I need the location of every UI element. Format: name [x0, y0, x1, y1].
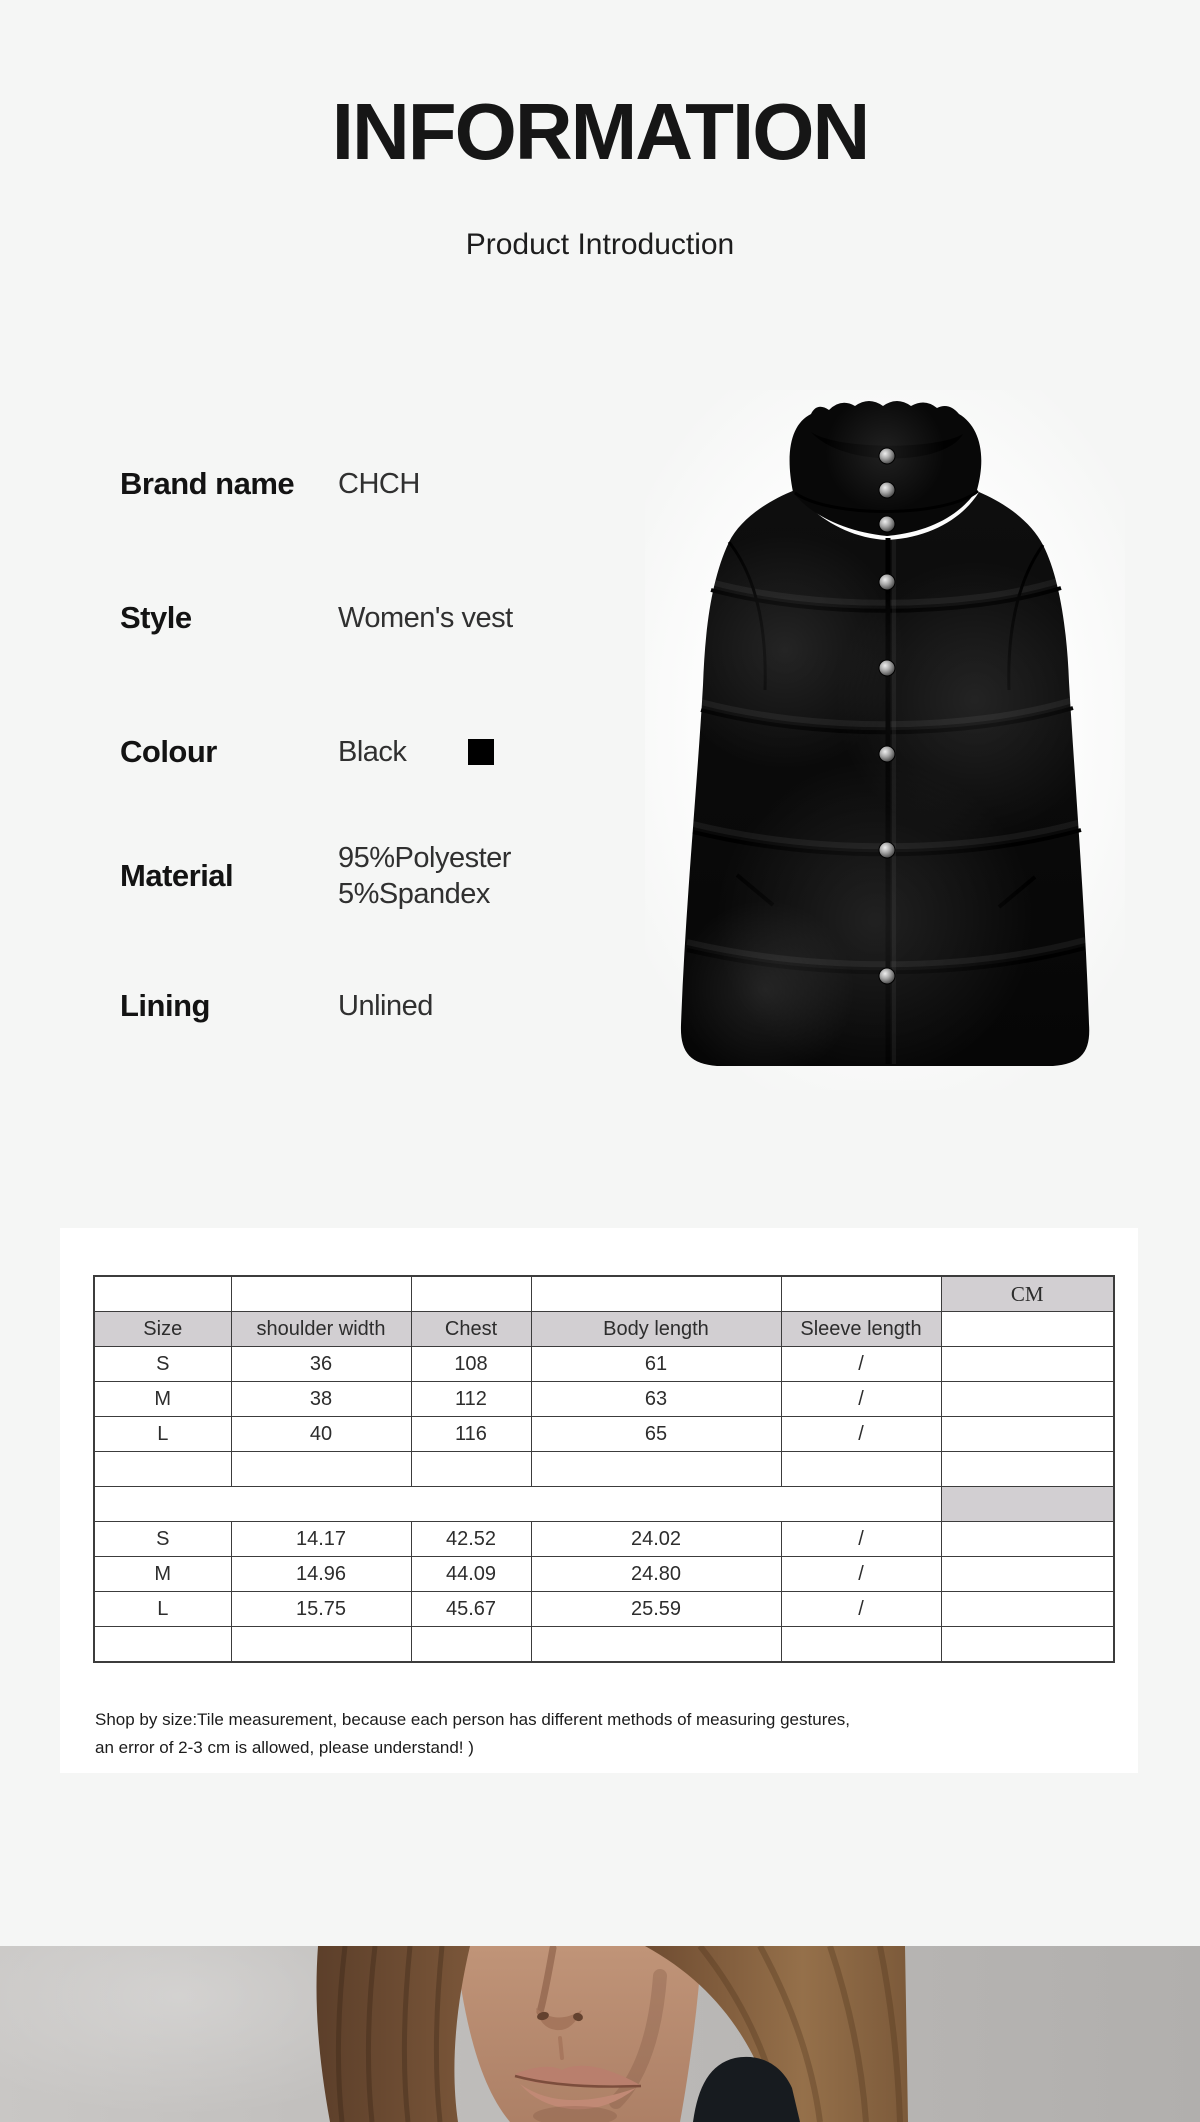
table-cell: 44.09	[411, 1557, 531, 1592]
spec-label: Colour	[120, 734, 217, 769]
table-cell	[941, 1382, 1114, 1417]
table-cell	[94, 1452, 231, 1487]
table-cell	[941, 1452, 1114, 1487]
table-cell: M	[94, 1557, 231, 1592]
table-cell: 61	[531, 1347, 781, 1382]
table-cell	[531, 1276, 781, 1312]
table-cell: Chest	[411, 1312, 531, 1347]
colour-swatch	[468, 739, 494, 765]
table-cell	[231, 1627, 411, 1663]
table-cell: shoulder width	[231, 1312, 411, 1347]
size-note-line-2: an error of 2-3 cm is allowed, please understand! )	[95, 1738, 474, 1758]
inch-size-row	[94, 1557, 1114, 1592]
page-subtitle: Product Introduction	[465, 228, 735, 261]
spec-value	[338, 840, 511, 913]
model-illustration	[0, 1946, 1200, 2122]
size-chart-panel	[60, 1228, 1138, 1773]
spec-value: Unlined	[338, 989, 433, 1022]
table-cell: /	[781, 1592, 941, 1627]
table-cell	[941, 1487, 1114, 1522]
table-cell	[781, 1452, 941, 1487]
empty-row	[94, 1627, 1114, 1663]
empty-row	[94, 1452, 1114, 1487]
header-row	[94, 1312, 1114, 1347]
table-cell: 38	[231, 1382, 411, 1417]
table-cell	[411, 1276, 531, 1312]
spec-row-colour	[120, 734, 494, 770]
table-cell: Size	[94, 1312, 231, 1347]
spec-value: Black	[338, 735, 407, 768]
table-cell	[531, 1452, 781, 1487]
table-cell	[411, 1452, 531, 1487]
table-cell	[941, 1312, 1114, 1347]
inch-divider-row	[94, 1487, 1114, 1522]
table-cell: /	[781, 1347, 941, 1382]
unit-row	[94, 1276, 1114, 1312]
table-cell: 108	[411, 1347, 531, 1382]
table-cell	[94, 1487, 941, 1522]
table-cell	[94, 1627, 231, 1663]
table-cell: 40	[231, 1417, 411, 1452]
spec-row-material	[120, 840, 511, 913]
table-cell	[941, 1557, 1114, 1592]
table-cell: L	[94, 1592, 231, 1627]
material-line-1: 95%Polyester	[338, 842, 511, 874]
spec-label: Style	[120, 600, 192, 635]
table-cell: 14.17	[231, 1522, 411, 1557]
vest-illustration	[645, 390, 1125, 1090]
table-cell: 63	[531, 1382, 781, 1417]
inch-size-row	[94, 1592, 1114, 1627]
cm-size-row	[94, 1347, 1114, 1382]
table-cell: M	[94, 1382, 231, 1417]
spec-label: Lining	[120, 988, 210, 1023]
table-cell: 15.75	[231, 1592, 411, 1627]
table-cell: CM	[941, 1276, 1114, 1312]
cm-size-row	[94, 1417, 1114, 1452]
spec-row-lining	[120, 988, 433, 1024]
table-cell	[941, 1347, 1114, 1382]
table-cell: 36	[231, 1347, 411, 1382]
table-cell: 45.67	[411, 1592, 531, 1627]
table-cell	[781, 1276, 941, 1312]
table-cell	[411, 1627, 531, 1663]
page-title: INFORMATION	[331, 87, 869, 176]
table-cell	[941, 1522, 1114, 1557]
inch-size-row	[94, 1522, 1114, 1557]
spec-label: Material	[120, 858, 234, 894]
table-cell: 14.96	[231, 1557, 411, 1592]
table-cell	[94, 1276, 231, 1312]
size-note-line-1: Shop by size:Tile measurement, because each person has different methods of measuring gestures,	[95, 1710, 851, 1729]
table-cell	[531, 1627, 781, 1663]
spec-label: Brand name	[120, 466, 295, 501]
spec-value: Women's vest	[338, 601, 513, 634]
table-cell: Body length	[531, 1312, 781, 1347]
table-cell: /	[781, 1382, 941, 1417]
product-photo-vest	[645, 390, 1125, 1090]
table-cell: 24.80	[531, 1557, 781, 1592]
spec-row-brand	[120, 466, 420, 502]
table-cell: S	[94, 1522, 231, 1557]
table-cell: 65	[531, 1417, 781, 1452]
table-cell	[781, 1627, 941, 1663]
table-cell: 42.52	[411, 1522, 531, 1557]
table-cell: Sleeve length	[781, 1312, 941, 1347]
cm-size-row	[94, 1382, 1114, 1417]
table-cell	[941, 1592, 1114, 1627]
table-cell: 112	[411, 1382, 531, 1417]
size-chart-table	[93, 1275, 1115, 1663]
spec-row-style	[120, 600, 513, 636]
table-cell	[231, 1452, 411, 1487]
table-cell: 116	[411, 1417, 531, 1452]
table-cell: 25.59	[531, 1592, 781, 1627]
size-note	[95, 1706, 850, 1762]
material-line-2: 5%Spandex	[338, 878, 490, 911]
table-cell	[941, 1417, 1114, 1452]
model-photo	[0, 1946, 1200, 2122]
table-cell	[231, 1276, 411, 1312]
spec-value: CHCH	[338, 467, 420, 500]
table-cell: S	[94, 1347, 231, 1382]
table-cell: /	[781, 1557, 941, 1592]
table-cell: L	[94, 1417, 231, 1452]
table-cell: /	[781, 1522, 941, 1557]
table-cell: /	[781, 1417, 941, 1452]
table-cell: 24.02	[531, 1522, 781, 1557]
table-cell	[941, 1627, 1114, 1663]
